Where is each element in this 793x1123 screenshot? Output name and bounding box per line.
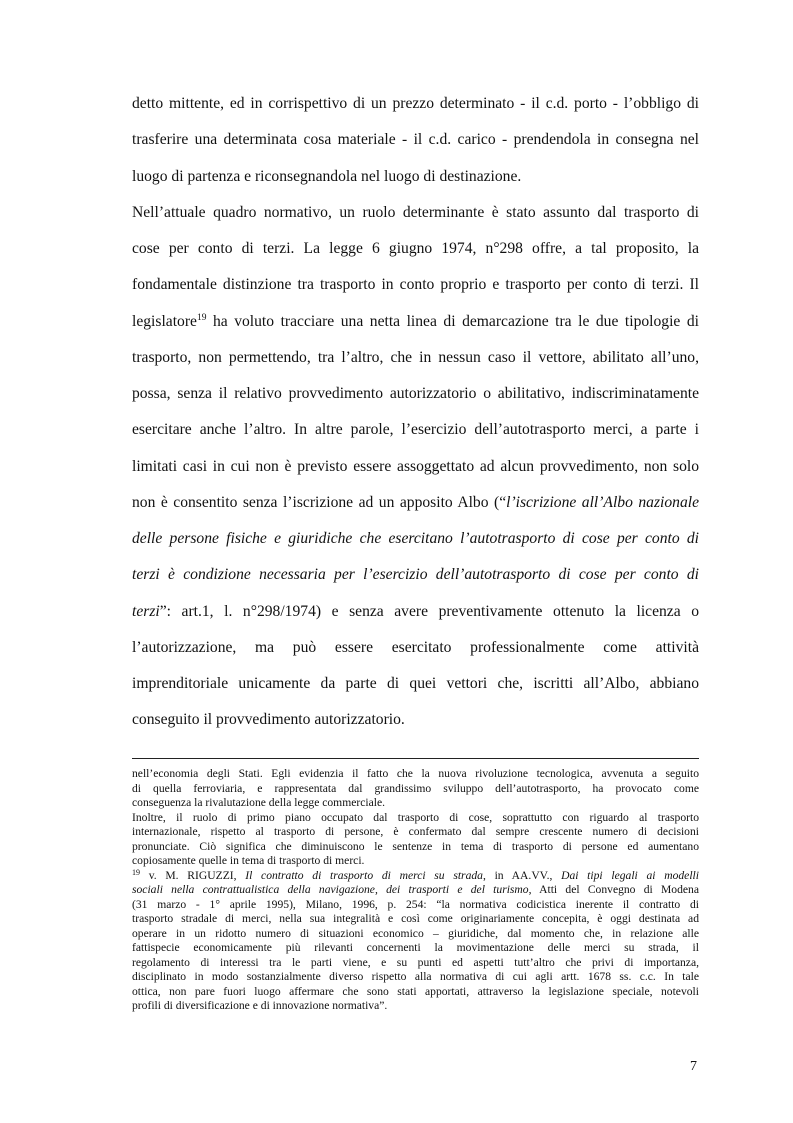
body-line (132, 310, 699, 334)
footnote-line (132, 985, 699, 999)
footnote-line (132, 898, 699, 912)
body-line (132, 165, 699, 189)
footnote-reference: 19 (132, 868, 140, 877)
body-line (132, 201, 699, 225)
text-run: conseguito il provvedimento autorizzatorio. (132, 711, 405, 729)
italic-text: l’iscrizione all’Albo nazionale (506, 493, 699, 511)
body-line (132, 600, 699, 624)
text-run: luogo di partenza e riconsegnandola nel luogo di destinazione. (132, 167, 522, 185)
text-run: cose per conto di terzi. La legge 6 giugno 1974, n°298 offre, a tal proposito, la (132, 240, 699, 257)
text-run: conseguenza la rivalutazione della legge commerciale. (132, 796, 386, 809)
body-line (132, 708, 699, 732)
footnote-line (132, 796, 699, 810)
text-run: imprenditoriale unicamente da parte di quei vettori che, iscritti all’Albo, abbiano (132, 675, 699, 692)
body-line (132, 636, 699, 660)
body-line (132, 418, 699, 442)
text-run: v. M. RIGUZZI, (140, 868, 246, 882)
body-line (132, 92, 699, 116)
text-run: di quella ferroviaria, e rappresentata dal grandissimo sviluppo dell’autotrasporto, ha provocato come (132, 781, 699, 795)
text-run: copiosamente quelle in tema di trasporto di merci. (132, 854, 365, 867)
text-run: trasporto, non permettendo, tra l’altro, che in nessun caso il vettore, abilitato all’uno, (132, 348, 699, 366)
text-run: regolamento di interessi tra le parti viene, e su punti ed aspetti tutt’altro che privi di importanza, (132, 955, 699, 969)
text-run: Nell’attuale quadro normativo, un ruolo determinante è stato assunto dal trasporto di (132, 203, 699, 221)
text-run: fattispecie economicamente più rilevanti concernenti la movimentazione delle merci su strada, il (132, 941, 699, 954)
italic-text: delle persone fisiche e giuridiche che esercitano l’autotrasporto di cose per conto di (132, 530, 699, 547)
text-run: detto mittente, ed in corrispettivo di un prezzo determinato - il c.d. porto - l’obbligo di (132, 95, 699, 112)
body-line (132, 455, 699, 479)
footnote-line (132, 883, 699, 897)
page-number: 7 (690, 1059, 697, 1074)
footnote-line (132, 811, 699, 825)
text-run: (31 marzo - 1° aprile 1995), Milano, 1996, p. 254: “la normativa codicistica inerente il contratto di (132, 897, 699, 911)
text-run: ha voluto tracciare una netta linea di demarcazione tra le due tipologie di (206, 312, 699, 330)
body-line (132, 672, 699, 696)
body-line (132, 273, 699, 297)
footnote-line (132, 970, 699, 984)
text-run: legislatore (132, 312, 197, 330)
text-run: limitati casi in cui non è previsto essere assoggettato ad alcun provvedimento, non solo (132, 457, 699, 475)
footnote-line (132, 956, 699, 970)
text-run: esercitare anche l’altro. In altre parole, l’esercizio dell’autotrasporto merci, a parte i (132, 421, 699, 439)
text-run: trasporto stradale di merci, nella sua integralità e così come originariamente concepita, è oggi destinata ad (132, 912, 699, 925)
italic-text: sociali nella contrattualistica della navigazione, dei trasporti e del turismo (132, 883, 529, 896)
text-run: profili di diversificazione e di innovazione normativa”. (132, 999, 388, 1012)
text-run: fondamentale distinzione tra trasporto in conto proprio e trasporto per conto di terzi. Il (132, 276, 699, 294)
text-run: trasferire una determinata cosa materiale - il c.d. carico - prendendola in consegna nel (132, 131, 699, 149)
text-run: Inoltre, il ruolo di primo piano occupato dal trasporto di cose, soprattutto con riguardo al trasporto (132, 810, 699, 824)
footnote-separator (132, 758, 699, 759)
text-run: , in AA.VV., (482, 868, 562, 882)
text-run: operare in un ridotto numero di situazioni economico – giuridiche, dal momento che, in relazione alle (132, 926, 699, 940)
footnote-line (132, 825, 699, 839)
footnote-line (132, 767, 699, 781)
text-run: internazionale, rispetto al trasporto di persone, è confermato dal sempre crescente numero di decisioni (132, 825, 699, 838)
text-run: nell’economia degli Stati. Egli evidenzia il fatto che la nuova rivoluzione tecnologica, avvenuta a seguito (132, 767, 699, 780)
body-line (132, 237, 699, 261)
footnote-line (132, 941, 699, 955)
footnote-line (132, 927, 699, 941)
body-line (132, 382, 699, 406)
text-run: possa, senza il relativo provvedimento autorizzatorio o abilitativo, indiscriminatamente (132, 385, 699, 402)
text-run: ottica, non pare fuori luogo affermare che sono stati apportati, attraverso la legislazione speciale, notevoli (132, 984, 699, 998)
text-run: l’autorizzazione, ma può essere esercitato professionalmente come attività (132, 638, 699, 656)
text-run: , Atti del Convegno di Modena (528, 883, 699, 896)
text-run: pronunciate. Ciò significa che diminuiscono le sentenze in tema di trasporto di persone ed aumentano (132, 839, 699, 853)
footnote-line (132, 912, 699, 926)
body-line (132, 346, 699, 370)
footnote-line (132, 854, 699, 868)
italic-text: terzi è condizione necessaria per l’esercizio dell’autotrasporto di cose per conto di (132, 566, 699, 584)
footnote-line (132, 999, 699, 1013)
body-line (132, 128, 699, 152)
text-run: ”: art.1, l. n°298/1974) e senza avere preventivamente ottenuto la licenza o (159, 602, 699, 620)
italic-text: Il contratto di trasporto di merci su strada (245, 868, 483, 882)
footnote-line (132, 782, 699, 796)
footnote-reference: 19 (196, 312, 207, 323)
text-run: disciplinato in modo sostanzialmente diverso rispetto alla normativa di cui agli artt. 1678 ss. c.c. In tale (132, 970, 699, 983)
italic-text: terzi (132, 602, 160, 620)
body-line (132, 527, 699, 551)
text-run: non è consentito senza l’iscrizione ad un apposito Albo (“ (132, 493, 507, 511)
italic-text: Dai tipi legali ai modelli (561, 868, 699, 882)
footnote-line (132, 840, 699, 854)
body-line (132, 563, 699, 587)
footnote-line (132, 869, 699, 883)
body-line (132, 491, 699, 515)
